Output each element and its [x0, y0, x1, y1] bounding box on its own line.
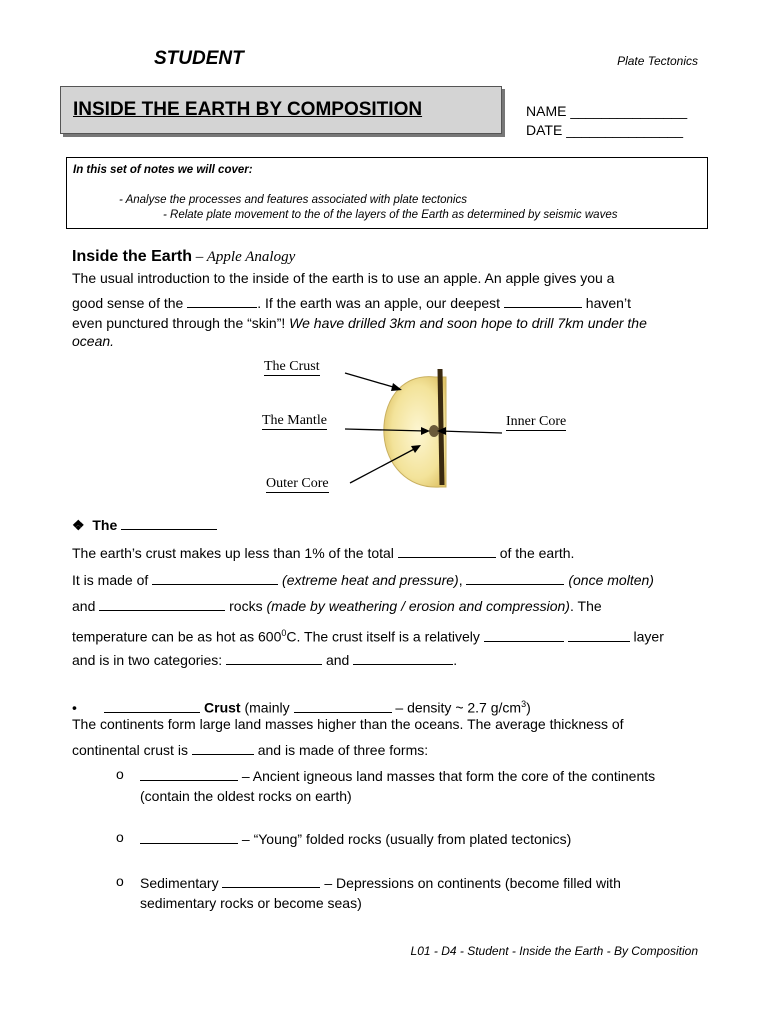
blank-field[interactable]	[568, 628, 630, 642]
form-3-cont: sedimentary rocks or become seas)	[140, 895, 362, 911]
intro-text-a: good sense of the	[72, 295, 188, 311]
section-subheading: Apple Analogy	[206, 249, 296, 265]
crust-text: of the earth.	[495, 545, 575, 561]
continental-text: continental crust is	[72, 742, 192, 758]
intro-line-2	[72, 293, 712, 313]
circle-bullet-icon: o	[116, 873, 124, 889]
crust-line-3	[72, 596, 712, 616]
circle-bullet-icon: o	[116, 766, 124, 782]
crust-text: .	[453, 652, 458, 668]
crust-text: ,	[458, 572, 467, 588]
section-heading	[72, 248, 295, 266]
notes-bullet-1: - Analyse the processes and features associated with plate tectonics	[119, 194, 467, 206]
blank-field[interactable]	[504, 294, 582, 308]
circle-bullet-icon: o	[116, 829, 124, 845]
blank-field[interactable]	[187, 294, 257, 308]
blank-field[interactable]	[484, 628, 564, 642]
crust-text: The earth’s crust makes up less than 1% of the total	[72, 545, 398, 561]
continental-text: and is made of three forms:	[253, 742, 429, 758]
continental-text: (mainly	[240, 699, 294, 716]
form-2	[140, 829, 710, 849]
intro-line-3	[72, 313, 712, 333]
superscript: 3	[521, 699, 527, 709]
intro-line-1: The usual introduction to the inside of the earth is to use an apple. An apple gives you a	[72, 270, 615, 286]
crust-text: It is made of	[72, 572, 153, 588]
blank-field[interactable]	[104, 699, 200, 713]
page-footer: L01 - D4 - Student - Inside the Earth - By Composition	[410, 944, 698, 958]
form-1-cont: (contain the oldest rocks on earth)	[140, 788, 352, 804]
section-heading-text: Inside the Earth	[72, 248, 193, 265]
student-label: STUDENT	[154, 48, 244, 69]
crust-line-2	[72, 570, 712, 590]
blank-field[interactable]	[226, 651, 322, 665]
crust-text: layer	[629, 628, 664, 645]
continental-text: – density ~ 2.7 g/cm	[391, 699, 522, 716]
blank-field[interactable]	[99, 597, 225, 611]
notes-box	[66, 157, 708, 229]
crust-italic-text: (made by weathering / erosion and compression)	[266, 598, 570, 614]
crust-text: C. The crust itself is a relatively	[286, 628, 484, 645]
crust-italic-text: (once molten)	[564, 572, 654, 588]
crust-label: Crust	[204, 699, 241, 716]
label-crust: The Crust	[264, 359, 320, 374]
label-inner-core: Inner Core	[506, 414, 567, 429]
blank-field[interactable]	[466, 571, 564, 585]
blank-field[interactable]	[152, 571, 278, 585]
crust-heading-text: The	[92, 517, 118, 533]
name-date-block	[526, 102, 687, 140]
crust-text: and is in two categories:	[72, 652, 227, 668]
intro-text-d: even punctured through the “skin”!	[72, 315, 290, 331]
continental-text: )	[526, 699, 531, 716]
superscript: 0	[281, 628, 287, 638]
crust-heading	[72, 515, 712, 535]
crust-text: and	[322, 652, 354, 668]
intro-text-b: . If the earth was an apple, our deepest	[257, 295, 504, 311]
crust-text: and	[72, 598, 100, 614]
blank-field[interactable]	[353, 651, 453, 665]
blank-field[interactable]	[140, 767, 238, 781]
form-text: – Ancient igneous land masses that form the core of the continents	[238, 768, 656, 784]
name-field[interactable]: NAME _______________	[526, 103, 688, 119]
crust-line-1	[72, 543, 712, 563]
crust-text: . The	[569, 598, 602, 614]
arrow-inner-core	[440, 431, 502, 433]
title-box	[60, 86, 502, 134]
crust-line-4	[72, 623, 712, 647]
intro-drill-text: We have drilled 3km and soon hope to drill 7km under the	[289, 315, 647, 331]
intro-text-c: haven’t	[581, 295, 631, 311]
topic-label: Plate Tectonics	[617, 54, 698, 68]
blank-field[interactable]	[121, 516, 217, 530]
label-mantle: The Mantle	[262, 413, 327, 428]
notes-heading: In this set of notes we will cover:	[73, 164, 253, 176]
blank-field[interactable]	[294, 699, 392, 713]
page-title: INSIDE THE EARTH BY COMPOSITION	[73, 99, 423, 120]
crust-italic-text: (extreme heat and pressure)	[278, 572, 459, 588]
label-outer-core: Outer Core	[266, 476, 329, 491]
bullet-icon: •	[72, 699, 77, 716]
apple-core-line	[440, 369, 442, 485]
crust-line-5	[72, 650, 712, 670]
blank-field[interactable]	[140, 830, 238, 844]
form-text: Sedimentary	[140, 875, 223, 891]
notes-bullet-2: - Relate plate movement to the of the layers of the Earth as determined by seismic waves	[163, 209, 618, 221]
intro-line-4: ocean.	[72, 333, 115, 349]
blank-field[interactable]	[192, 741, 254, 755]
form-text: – Depressions on continents (become filled with	[320, 875, 621, 891]
continental-line-2: The continents form large land masses higher than the oceans. The average thickness of	[72, 716, 624, 732]
diamond-bullet-icon: ❖	[72, 517, 85, 533]
blank-field[interactable]	[398, 544, 496, 558]
continental-line-3	[72, 740, 712, 760]
crust-text: temperature can be as hot as 600	[72, 628, 282, 645]
form-1	[140, 766, 710, 786]
form-text: – “Young” folded rocks (usually from plated tectonics)	[238, 831, 572, 847]
crust-text: rocks	[225, 598, 267, 614]
arrow-crust	[345, 373, 400, 389]
date-field[interactable]: DATE _______________	[526, 122, 683, 138]
blank-field[interactable]	[222, 874, 320, 888]
form-3	[140, 873, 710, 893]
heading-dash: –	[192, 249, 207, 265]
